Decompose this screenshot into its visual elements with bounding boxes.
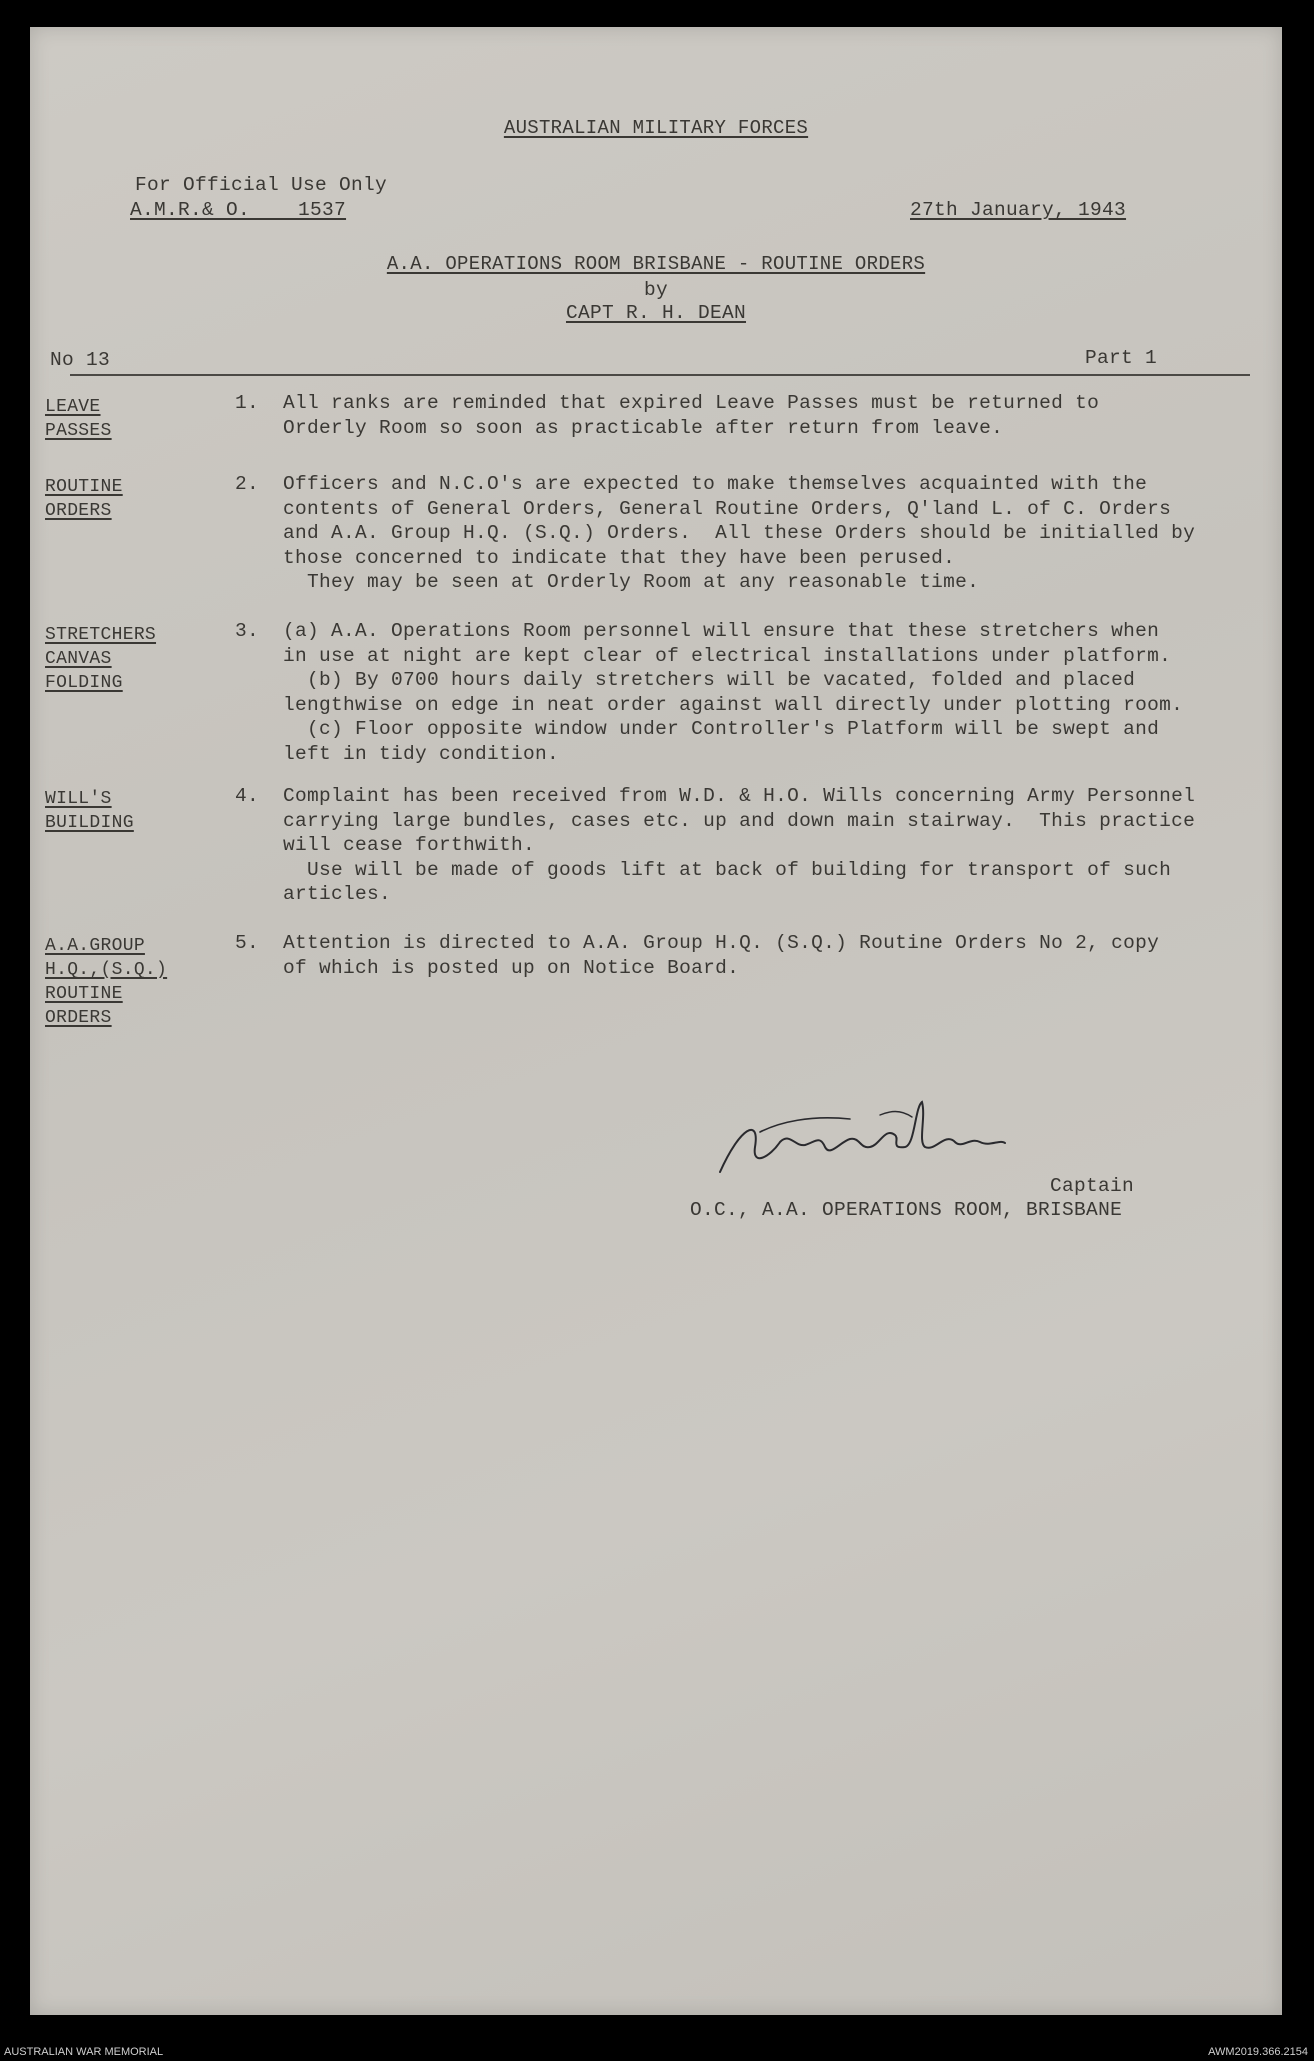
section-body-aa-group: 5. Attention is directed to A.A. Group H.Q. (S.Q.) Routine Orders No 2, copy of which is posted up on Notice Board. (235, 932, 1160, 979)
section-heading-wills-building: WILL'S BUILDING (45, 789, 134, 833)
subject-author: CAPT R. H. DEAN (565, 302, 747, 324)
section-body-stretchers: 3. (a) A.A. Operations Room personnel will ensure that these stretchers when in use at night are kept clear of electrical installations under platform. (b) By 0700 hours daily stretchers will be vacated, folded and placed lengthwise on edge in neat order against wall directly under plotting room. (c) Floor opposite window under Controller's Platform will be swept and left in tidy condition. (235, 620, 1184, 765)
handwritten-signature (700, 1087, 1040, 1187)
official-use-label: For Official Use Only (135, 174, 388, 196)
signature-title: O.C., A.A. OPERATIONS ROOM, BRISBANE (690, 1199, 1123, 1221)
section-heading-leave-passes: LEAVE PASSES (45, 397, 112, 441)
subject-title: A.A. OPERATIONS ROOM BRISBANE - ROUTINE ORDERS (386, 253, 926, 275)
section-body-wills-building: 4. Complaint has been received from W.D. & H.O. Wills concerning Army Personnel carrying large bundles, cases etc. up and down main stairway. This practice will cease forthwith. Use will be made of goods lift at back of building for transport of such articles. (235, 785, 1196, 905)
header-rule (70, 374, 1250, 376)
section-body-leave-passes: 1. All ranks are reminded that expired Leave Passes must be returned to Orderly Room so soon as practicable after return from leave. (235, 392, 1100, 439)
part-label: Part 1 (1085, 347, 1158, 369)
order-number: No 13 (50, 349, 111, 371)
reference-number: A.M.R.& O. 1537 (130, 199, 347, 221)
subject-by: by (643, 279, 668, 301)
section-heading-aa-group: A.A.GROUP H.Q.,(S.Q.) ROUTINE ORDERS (45, 936, 168, 1028)
footer-accession-number: AWM2019.366.2154 (1208, 2046, 1308, 2058)
document-page (30, 27, 1282, 2015)
section-body-routine-orders: 2. Officers and N.C.O's are expected to make themselves acquainted with the contents of General Orders, General Routine Orders, Q'land L. of C. Orders and A.A. Group H.Q. (S.Q.) Orders. All these Orders should be initialled by those concerned to indicate that they have been perused. They may be seen at Orderly Room at any reasonable time. (235, 473, 1196, 593)
document-date: 27th January, 1943 (910, 199, 1127, 221)
section-heading-routine-orders: ROUTINE ORDERS (45, 477, 123, 521)
section-heading-stretchers: STRETCHERS CANVAS FOLDING (45, 625, 157, 693)
footer-institution: AUSTRALIAN WAR MEMORIAL (4, 2046, 164, 2058)
document-header-title: AUSTRALIAN MILITARY FORCES (503, 117, 809, 139)
signature-rank: Captain (1050, 1175, 1135, 1197)
